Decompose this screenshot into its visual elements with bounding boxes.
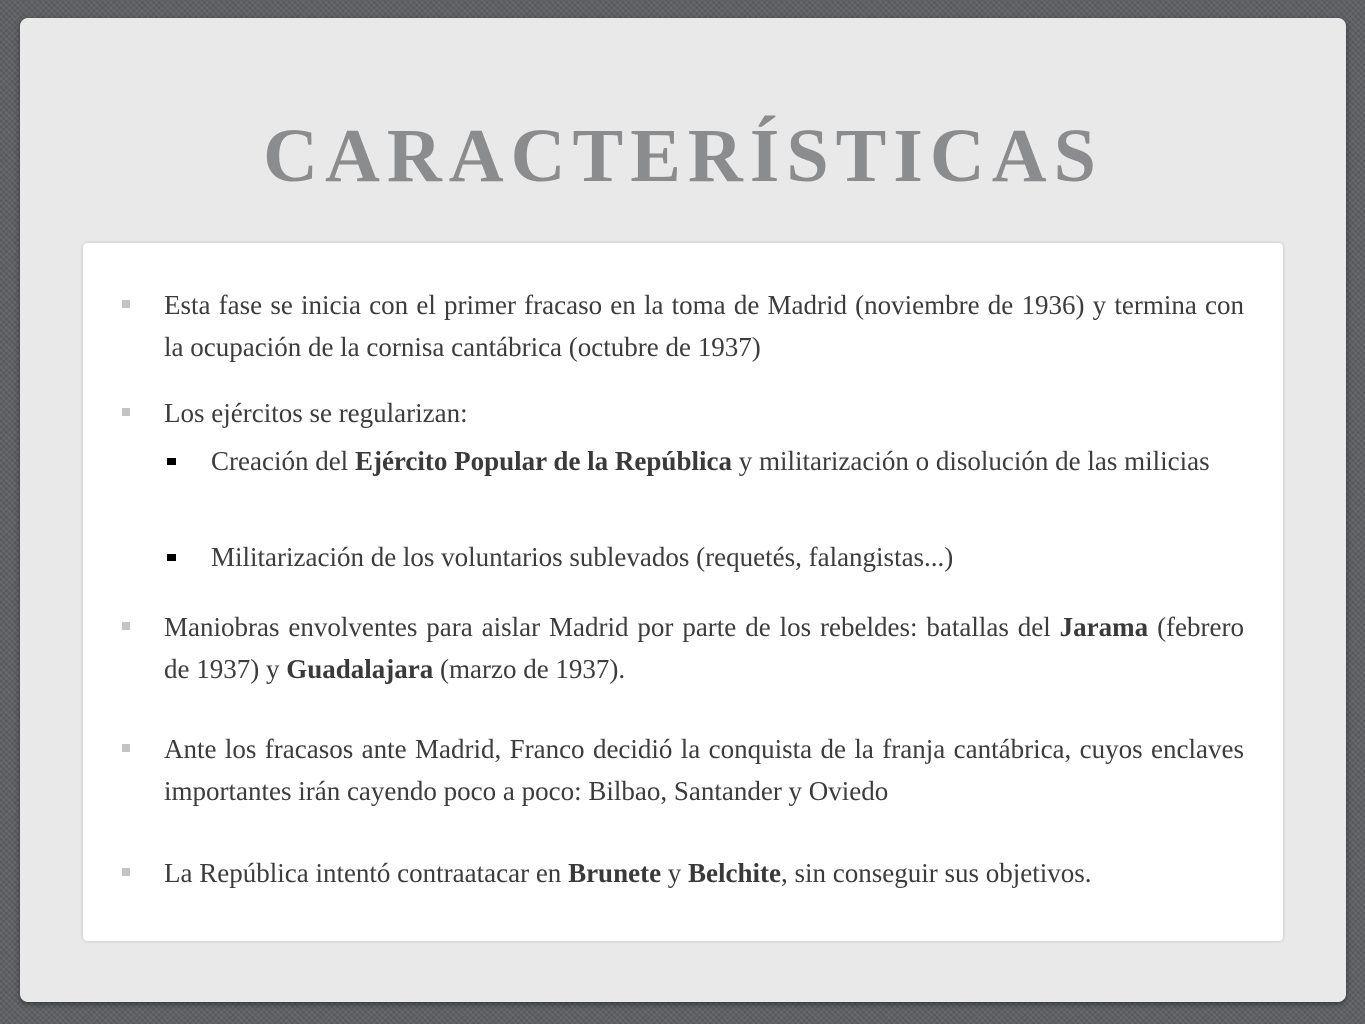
- item-text: Creación del: [211, 446, 355, 476]
- emphasis-text: Ejército Popular de la República: [354, 446, 732, 476]
- bullet-icon: [122, 744, 130, 752]
- item-text: y militarización o disolución de las milicias: [731, 446, 1210, 476]
- item-text: Esta fase se inicia con el primer fracaso en la toma de Madrid (noviembre de 1936) y termina con la ocupación de la cornisa cantábrica (octubre de 1937): [164, 290, 1244, 362]
- sub-list-item: [211, 536, 1212, 578]
- bullet-icon: [122, 868, 130, 876]
- item-text: Militarización de los voluntarios sublevados (requetés, falangistas...): [211, 542, 954, 572]
- sub-list-item: [211, 440, 1212, 482]
- list-item: [164, 854, 1244, 892]
- list-item: [164, 284, 1244, 368]
- bullet-icon: [167, 458, 176, 465]
- emphasis-text: Guadalajara: [286, 654, 434, 684]
- item-text: y: [661, 858, 689, 888]
- item-text: Ante los fracasos ante Madrid, Franco decidió la conquista de la franja cantábrica, cuyos enclaves importantes irán cayendo poco a poco: Bilbao, Santander y Oviedo: [164, 734, 1244, 806]
- emphasis-text: Brunete: [568, 858, 662, 888]
- bullet-icon: [122, 408, 130, 416]
- slide: [20, 18, 1346, 1002]
- item-text: , sin conseguir sus objetivos.: [781, 858, 1092, 888]
- content-card: [83, 243, 1283, 941]
- bullet-icon: [122, 622, 130, 630]
- page-title: CARACTERÍSTICAS: [263, 114, 1103, 198]
- item-text: Los ejércitos se regularizan:: [164, 398, 468, 428]
- list-item: [164, 392, 1244, 434]
- item-text: La República intentó contraatacar en: [164, 858, 569, 888]
- item-text: (febrero de 1937) y: [164, 612, 1245, 684]
- bullet-icon: [167, 554, 176, 561]
- emphasis-text: Belchite: [688, 858, 782, 888]
- list-item: [164, 728, 1244, 812]
- list-item: [164, 606, 1244, 690]
- item-text: Maniobras envolventes para aislar Madrid por parte de los rebeldes: batallas del: [164, 612, 1060, 642]
- bullet-icon: [122, 300, 130, 308]
- item-text: (marzo de 1937).: [433, 654, 626, 684]
- emphasis-text: Jarama: [1059, 612, 1149, 642]
